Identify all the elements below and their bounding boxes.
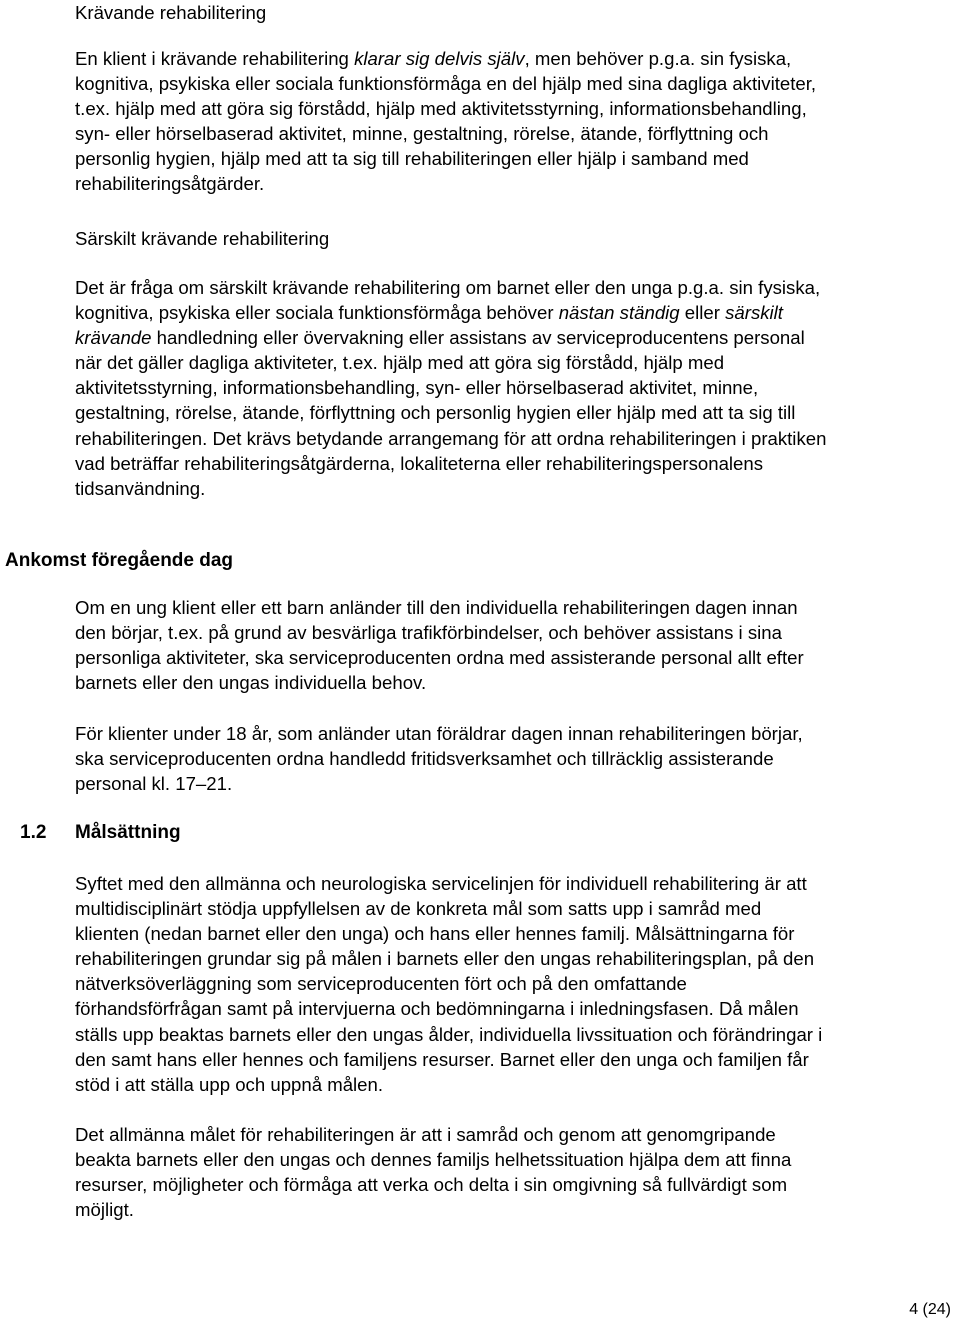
text-line: klienten (nedan barnet eller den unga) och hans eller hennes familj. Målsättningarna för [75, 923, 795, 945]
paragraph-ankomst-1 [75, 595, 955, 695]
subsection-heading-sarskilt [75, 226, 955, 251]
text-line: förhandsförfrågan samt på intervjuerna och bedömningarna i inledningsfasen. Då målen [75, 998, 799, 1020]
text-line: den börjar, t.ex. på grund av besvärliga trafikförbindelser, och behöver assistans i sina [75, 622, 782, 644]
paragraph-kravande [75, 46, 955, 197]
text-line: tidsanvändning. [75, 477, 206, 499]
text-line: För klienter under 18 år, som anländer utan föräldrar dagen innan rehabiliteringen börjar, [75, 723, 803, 744]
text-line: rehabiliteringen. Det krävs betydande arrangemang för att ordna rehabiliteringen i praktiken [75, 427, 827, 449]
paragraph-malsattning-2 [75, 1122, 955, 1222]
text-line: stöd i att ställa upp och uppnå målen. [75, 1073, 384, 1095]
subsection-title: Krävande rehabilitering [75, 2, 267, 23]
text-line: aktivitetsstyrning, informationsbehandling, syn- eller hörselbaserad aktivitet, minne, [75, 377, 759, 399]
text-line: t.ex. hjälp med att göra sig förstådd, hjälp med aktivitetsstyrning, informationsbehandling, [75, 98, 807, 120]
text-line: när det gäller dagliga aktiviteter, t.ex. hjälp med att göra sig förstådd, hjälp med [75, 352, 725, 374]
text-line: personal kl. 17–21. [75, 773, 233, 795]
text-line: ställs upp beaktas barnets eller den ungas ålder, individuella livssituation och förändringar i [75, 1023, 823, 1045]
text-line: rehabiliteringen grundar sig på målen i barnets eller den ungas rehabiliteringsplan, på den [75, 948, 815, 970]
text-line: möjligt. [75, 1199, 134, 1221]
text-line: gestaltning, rörelse, ätande, förflyttning och personlig hygien eller hjälp med att ta sig till [75, 402, 796, 424]
text-line: beakta barnets eller den ungas och dennes familjs helhetssituation hjälpa dem att finna [75, 1149, 792, 1171]
text-line: kognitiva, psykiska eller sociala funktionsförmåga behöver nästan ständig eller särskilt [75, 302, 783, 324]
text-line: personliga aktiviteter, ska serviceproducenten ordna med assisterande personal allt efter [75, 647, 804, 669]
paragraph-ankomst-2 [75, 721, 955, 796]
text-line: nätverksöverläggning som serviceproducenten fört och på den omfattande [75, 973, 687, 995]
text-line: multidisciplinärt stödja uppfyllelsen av de konkreta mål som satts upp i samråd med [75, 898, 762, 920]
section-title: Målsättning [75, 822, 181, 843]
paragraph-sarskilt [75, 275, 955, 501]
text-line: syn- eller hörselbaserad aktivitet, minne, gestaltning, rörelse, ätande, förflyttning och [75, 123, 769, 145]
text-line: resurser, möjligheter och förmåga att verka och delta i sin omgivning så fullvärdigt som [75, 1174, 788, 1196]
text-line: den samt hans eller hennes och familjens resurser. Barnet eller den unga och familjen får [75, 1048, 809, 1070]
section-heading-ankomst: Ankomst föregående dag [5, 550, 234, 571]
text-line: En klient i krävande rehabilitering klarar sig delvis själv, men behöver p.g.a. sin fysiska, [75, 48, 792, 69]
text-line: Syftet med den allmänna och neurologiska servicelinjen för individuell rehabilitering är att [75, 873, 807, 894]
subsection-title: Särskilt krävande rehabilitering [75, 228, 330, 249]
text-line: vad beträffar rehabiliteringsåtgärderna, lokaliteterna eller rehabiliteringspersonalens [75, 452, 764, 474]
text-line: Det allmänna målet för rehabiliteringen är att i samråd och genom att genomgripande [75, 1124, 776, 1145]
text-line: Det är fråga om särskilt krävande rehabilitering om barnet eller den unga p.g.a. sin fysiska, [75, 277, 821, 298]
section-number: 1.2 [20, 822, 47, 843]
text-line: ska serviceproducenten ordna handledd fritidsverksamhet och tillräcklig assisterande [75, 748, 774, 770]
page-number: 4 (24) [909, 1301, 951, 1318]
paragraph-malsattning-1 [75, 871, 955, 1097]
text-line: kognitiva, psykiska eller sociala funktionsförmåga en del hjälp med sina dagliga aktiviteter, [75, 73, 817, 95]
text-line: barnets eller den ungas individuella behov. [75, 672, 427, 694]
subsection-heading-kravande [75, 0, 955, 25]
text-line: personlig hygien, hjälp med att ta sig till rehabiliteringen eller hjälp i samband med [75, 148, 749, 170]
text-line: Om en ung klient eller ett barn anländer till den individuella rehabiliteringen dagen innan [75, 597, 798, 618]
text-line: krävande handledning eller övervakning eller assistans av serviceproducentens personal [75, 327, 805, 349]
text-line: rehabiliteringsåtgärder. [75, 173, 265, 195]
